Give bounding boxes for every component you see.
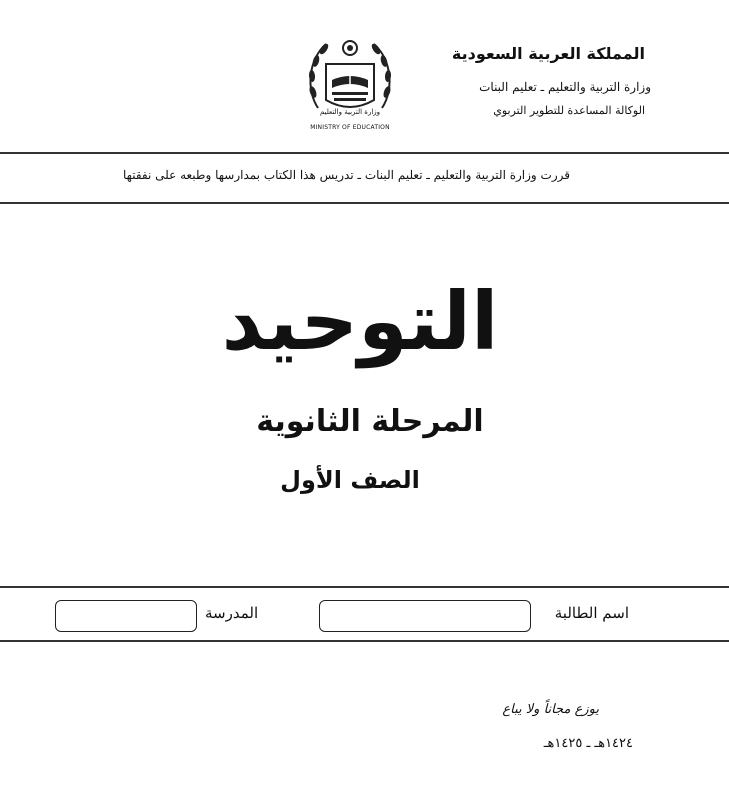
distribution-note: يوزع مجاناً ولا يباع [502,702,599,717]
ministry-name: وزارة التربية والتعليم ـ تعليم البنات [479,80,651,94]
decree-text: قررت وزارة التربية والتعليم ـ تعليم البنات ـ تدريس هذا الكتاب بمدارسها وطبعه على نفقتها [123,168,570,182]
emblem-arabic-label: وزارة التربية والتعليم [319,108,381,116]
kingdom-name: المملكة العربية السعودية [451,44,645,63]
book-title: التوحيد [221,275,499,368]
student-name-label: اسم الطالبة [554,604,629,622]
divider-form-top [0,586,729,588]
academic-year: ١٤٢٤هـ ـ ١٤٢٥هـ [543,736,633,751]
divider-form-bottom [0,640,729,642]
school-field[interactable] [55,600,197,632]
stage-title: المرحلة الثانوية [256,404,484,439]
agency-name: الوكالة المساعدة للتطوير التربوي [493,104,645,117]
divider-top [0,152,729,154]
emblem-english-label: MINISTRY OF EDUCATION [310,124,390,131]
grade-title: الصف الأول [280,466,420,494]
school-label: المدرسة [205,604,259,622]
divider-decree-bottom [0,202,729,204]
student-name-field[interactable] [319,600,531,632]
